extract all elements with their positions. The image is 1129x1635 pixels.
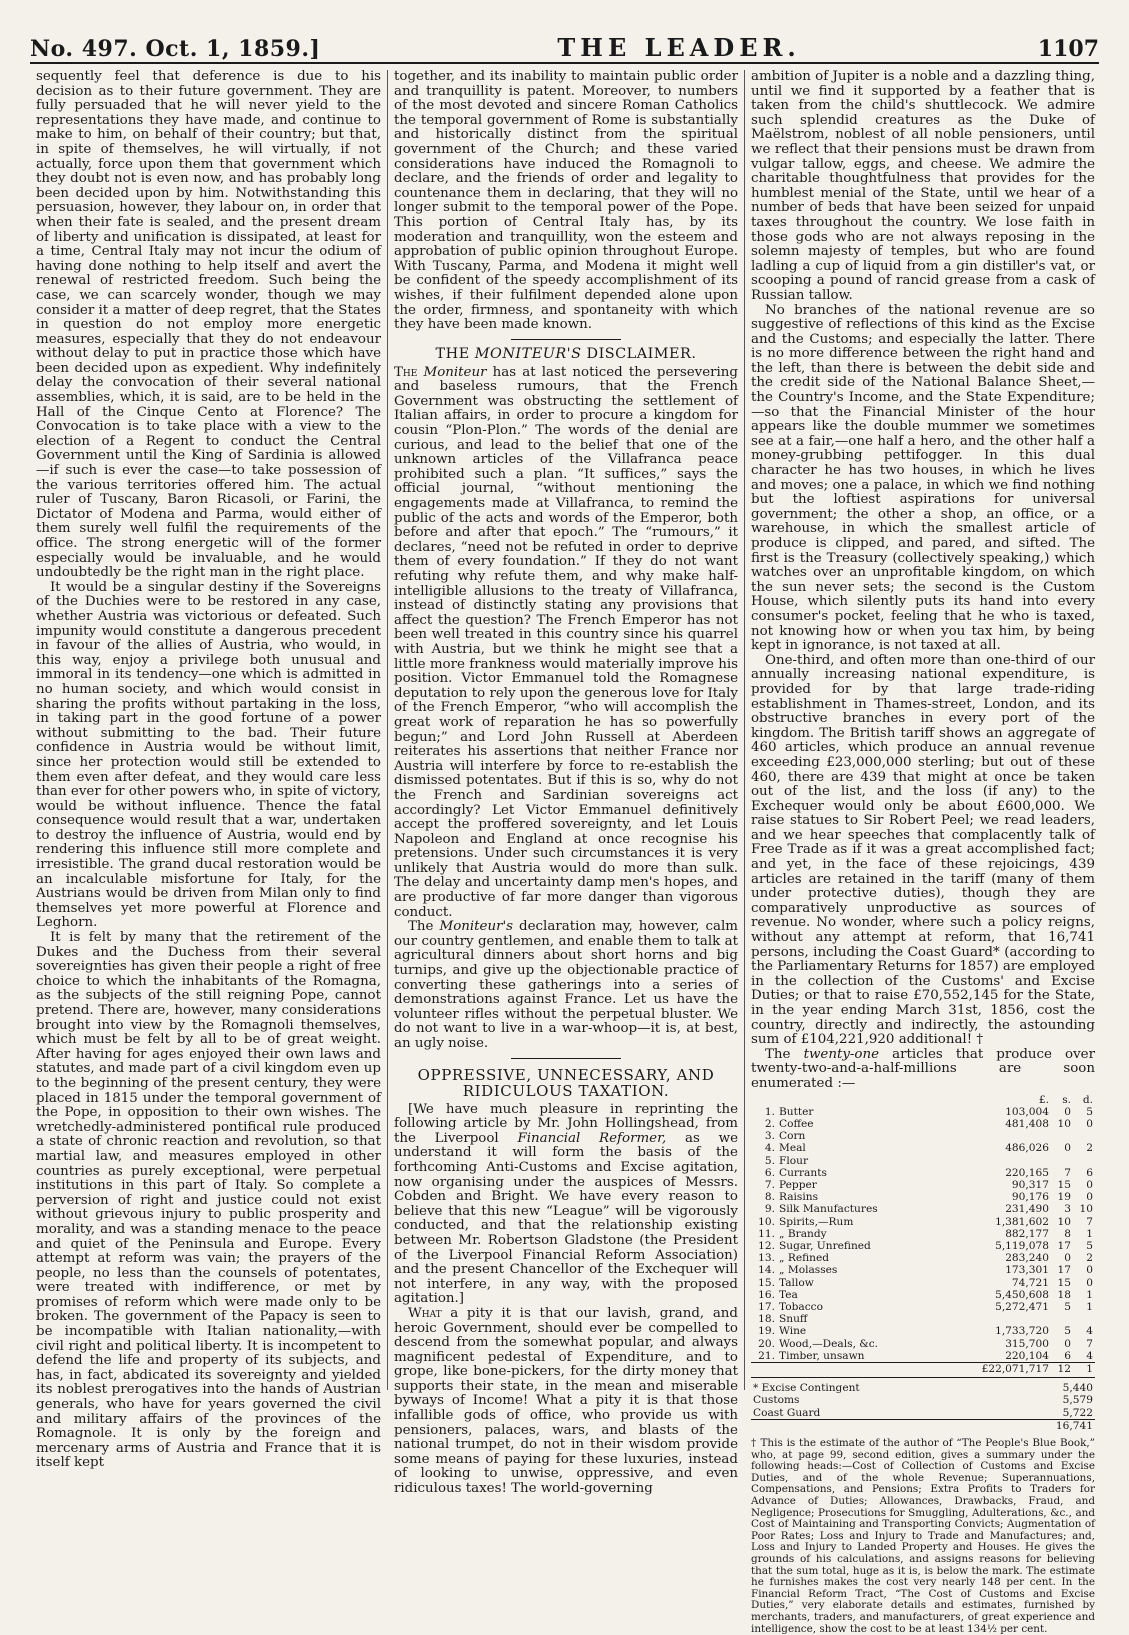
column-2 [387,69,744,1497]
guard-total-row [751,1419,1095,1432]
tariff-item-pence: 1 [1086,1227,1093,1240]
tariff-item-name: Wine [779,1325,807,1338]
columns [30,69,1099,1635]
tariff-item-number: 11. [758,1227,775,1240]
issue-date-text: Oct. 1, 1859.] [145,36,321,62]
guard-amount: 5,722 [1062,1406,1093,1419]
tariff-item-pounds: 74,721 [1011,1276,1049,1289]
tariff-item-pounds: 882,177 [1005,1227,1049,1240]
tariff-item-pounds: 5,272,471 [995,1301,1049,1314]
paragraph: together, and its inability to maintain public order and tranquillity is patent. Moreover, to numbers of the most devoted and sincere Roman Catholics the temporal government of Rome is substantially and historically distinct from the spiritual government of the Church; and these varied considerations have induced the Romagnoli to declare, and the friends of order and legality to countenance them in declaring, that they will no longer submit to the temporal power of the Pope. This portion of Central Italy has, by its moderation and tranquillity, won the esteem and approbation of public opinion throughout Europe. With Tuscany, Parma, and Modena it might well be confident of the speedy accomplishment of its wishes, if their fulfilment depended alone upon the order, firmness, and spontaneity with which they have been made known. [394,69,738,333]
tariff-item-shillings: 10 [1057,1215,1071,1228]
tariff-item-shillings: 5 [1064,1301,1071,1314]
tariff-header-row [751,1094,1095,1106]
tariff-item-name: Silk Manufactures [779,1203,878,1216]
paragraph: The twenty-one articles that produce over twenty-two-and-a-half-millions are soon enumerated :— [751,1046,1095,1091]
paragraph: ambition of Jupiter is a noble and a dazzling thing, until we find it supported by a feather that is taken from the child's shuttlecock. We admire such splendid creatures as the Duke of Maëlstrom, noblest of all noble pensioners, until we reflect that their pensions must be drawn from vulgar tallow, eggs, and cheese. We admire the charitable thoughtfulness that provides for the humblest menial of the State, until we hear of a number of beds that have been seized for unpaid taxes throughout the country. We lose faith in those gods who are not always reposing in the solemn majesty of temples, but who are found ladling a cup of liquid from a gin distiller's vat, or scooping a pound of rancid grease from a cask of Russian tallow. [751,69,1095,303]
tariff-item-pounds: 173,301 [1005,1264,1049,1277]
tariff-row [751,1264,1095,1276]
paragraph: The Moniteur's declaration may, however, calm our country gentlemen, and enable them to talk at agricultural dinners about short horns and big turnips, and give up the objectionable practice of converting these gatherings into a series of demonstrations against France. Let us have the volunteer rifles without the perpetual bluster. We do not want to live in a war-whoop—it is, at best, an ugly noise. [394,919,738,1051]
tariff-item-pounds [977,1313,1051,1325]
tariff-item-shillings: 5 [1064,1325,1071,1338]
tariff-row [751,1289,1095,1301]
tariff-item-number: 9. [764,1203,775,1216]
tariff-item-shillings: 10 [1057,1117,1071,1130]
issue-date [30,36,320,62]
tariff-item-pence: 0 [1086,1178,1093,1191]
divider [751,1377,1095,1378]
tariff-item-pence: 7 [1086,1337,1093,1350]
paragraph: It is felt by many that the retirement of the Dukes and the Duchess from their several sovereignties has given their people a right of free choice to which the inhabitants of the Romagna, as the subjects of the still reigning Pope, cannot pretend. There are, however, many considerations brought into view by the Romagnoli themselves, which must be felt by all to be of great weight. After having for ages enjoyed their own laws and statutes, and made part of a civil kingdom even up to the beginning of the present century, they were placed in 1815 under the temporal government of the Pope, in opposition to their own wishes. The wretchedly-administered pontifical rule produced a state of chronic reaction and revolution, so that martial law, and measures employed in other countries as purely exceptional, were perpetual institutions in this part of Italy. So complete a perversion of right and justice could not exist without grievous injury to public prosperity and morality, and was a standing menace to the peace and quiet of the Peninsula and Europe. Every attempt at reform was vain; the prayers of the people, no less than the counsels of potentates, were treated with indifference, or met by promises of reform which were made only to be broken. The government of the Papacy is seen to be incompatible with Italian nationality,—with civil right and political liberty. It is incompetent to defend the life and property of its subjects, and has, in fact, abdicated its sovereignty and yielded its noblest prerogatives into the hands of Austrian generals, who have for years governed the civil and military affairs of the provinces of the Romagnole. It is only by the foreign and mercenary arms of Austria and France that it is itself kept [36,930,381,1471]
tariff-item-pounds: 1,381,602 [995,1215,1049,1228]
tariff-item-number: 5. [764,1154,775,1167]
tariff-item-pence: 0 [1086,1264,1093,1277]
tariff-item-pence: 0 [1086,1191,1093,1204]
paragraph: The Moniteur has at last noticed the persevering and baseless rumours, that the French Government was obstructing the settlement of Italian affairs, in order to procure a kingdom for cousin “Plon-Plon.” The words of the denial are curious, and lead to the belief that one of the unknown articles of the Villafranca peace prohibited such a plan. “It suffices,” says the official journal, “without mentioning the engagements made at Villafranca, to remind the public of the acts and words of the Emperor, both before and after that epoch.” The “rumours,” it declares, “need not be refuted in order to deprive them of every foundation.” If they do not want refuting why refute them, and why make half-intelligible allusions to the treaty of Villafranca, instead of distinctly stating any provisions that affect the question? The French Emperor has not been well treated in this country since his quarrel with Austria, but we think he might see that a little more frankness would materially improve his position. Victor Emmanuel told the Romagnese deputation to rely upon the generous love for Italy of the French Emperor, “who will accomplish the great work of reparation he has so powerfully begun;” and Lord John Russell at Aberdeen reiterates his assertions that neither France nor Austria will interfere by force to re-establish the dismissed potentates. But if this is so, why do not the French and Sardinian sovereigns act accordingly? Let Victor Emmanuel definitively accept the proffered sovereignty, and let Louis Napoleon and England at once recognise his pretensions. Under such circumstances it is very unlikely that Austria would do more than sulk. The delay and uncertainty damp men's hopes, and are productive of far more danger than vigorous conduct. [394,364,738,920]
tariff-item-name: Spirits,—Rum [779,1215,854,1228]
tariff-row [751,1313,1095,1325]
article-heading-moniteur: THE MONITEUR'S DISCLAIMER. [435,345,697,362]
tariff-item-number: 3. [764,1130,775,1143]
tariff-item-number: 6. [764,1166,775,1179]
masthead [30,30,1099,64]
tariff-item-number: 13. [758,1252,775,1265]
tariff-item-shillings: 0 [1064,1105,1071,1118]
tariff-item-name: Sugar, Unrefined [779,1240,871,1252]
tariff-item-shillings: 15 [1057,1276,1071,1289]
tariff-item-pounds: 283,240 [1005,1252,1049,1265]
tariff-item-name: Meal [779,1142,806,1155]
guard-total: 16,741 [1031,1419,1095,1432]
tariff-total-pounds: £22,071,717 [977,1363,1051,1376]
tariff-item-shillings: 0 [1064,1252,1071,1265]
tariff-row [751,1240,1095,1252]
divider [511,339,621,340]
tariff-item-shillings: 19 [1057,1191,1071,1204]
tariff-row [751,1277,1095,1289]
coast-guard-table [751,1382,1095,1432]
guard-item: Customs [753,1394,800,1407]
tariff-item-number: 17. [758,1301,775,1314]
tariff-item-pounds: 220,165 [1005,1166,1049,1179]
tariff-item-shillings: 0 [1064,1142,1071,1155]
tariff-row [751,1338,1095,1350]
tariff-item-pence: 5 [1086,1240,1093,1252]
tariff-item-pence: 0 [1086,1117,1093,1130]
tariff-item-name: Corn [779,1130,806,1143]
tariff-item-number: 14. [758,1264,775,1277]
tariff-item-shillings: 18 [1057,1288,1071,1301]
column-3 [744,69,1101,1635]
tariff-table [751,1094,1095,1376]
tariff-item-number: 1. [764,1105,775,1118]
tariff-item-pence: 6 [1086,1166,1093,1179]
tariff-item-pounds [977,1130,1051,1142]
tariff-item-shillings: 0 [1064,1337,1071,1350]
tariff-item-shillings: 6 [1064,1349,1071,1362]
tariff-item-shillings [1051,1130,1073,1142]
tariff-item-pounds: 231,490 [1005,1203,1049,1216]
tariff-item-pence: 10 [1079,1203,1093,1216]
tariff-item-shillings: 15 [1057,1178,1071,1191]
tariff-item-name: Snuff [779,1313,808,1326]
tariff-item-number: 18. [758,1313,775,1326]
tariff-item-pence: 1 [1086,1288,1093,1301]
tariff-row [751,1118,1095,1130]
tariff-item-name: Coffee [779,1117,814,1130]
tariff-item-pounds: 5,119,078 [995,1240,1049,1252]
tariff-item-number: 12. [758,1240,775,1252]
tariff-item-name: „ Brandy [779,1227,827,1240]
tariff-item-pounds: 90,317 [1011,1178,1049,1191]
tariff-item-pence [1073,1313,1095,1325]
tariff-item-shillings [1051,1313,1073,1325]
tariff-row [751,1203,1095,1215]
footnote: † This is the estimate of the author of “The People's Blue Book,” who, at page 99, second edition, gives a summary under the following heads:—Cost of Collection of Customs and Excise Duties, and of the whole Revenue; Superannuations, Compensations, and Pensions; Extra Profits to Traders for Advance of Duties; Allowances, Drawbacks, Fraud, and Negligence; Prosecutions for Smuggling, Adulterations, &c., and Cost of Maintaining and Transporting Convicts; Augmentation of Poor Rates; Loss and Injury to Trade and Manufactures; and, Loss and Injury to Landed Property and Houses. He gives the grounds of his calculations, and assigns reasons for believing that the sum total, huge as it is, is below the mark. The estimate he furnishes makes the cost very nearly 148 per cent. In the Financial Reform Tract, “The Cost of Customs and Excise Duties,” very elaborate details and estimates, furnished by merchants, traders, and manufacturers, of great experience and intelligence, show the cost to be at least 134½ per cent. [751,1437,1095,1635]
column-1 [30,69,387,1471]
tariff-row [751,1106,1095,1118]
tariff-item-pence: 2 [1086,1252,1093,1265]
tariff-row [751,1350,1095,1363]
guard-amount: 5,579 [1062,1394,1093,1407]
paragraph: No branches of the national revenue are so suggestive of reflections of this kind as the Excise and the Customs; and especially the latter. There is no more difference between the right hand and the left, than there is between the debit side and the credit side of the National Balance Sheet,—the Country's Income, and the State Expenditure;—so that the Financial Minister of the hour appears like the double mummer we sometimes see at a fair,—one half a hero, and the other half a money-grubbing pettifogger. In this dual character he has two houses, in which he lives and moves; one a palace, in which we find nothing but the loftiest aspirations for universal government; the other a shop, an office, or a warehouse, in which the smallest article of produce is clipped, and pared, and sifted. The first is the Treasury (collectively speaking,) which watches over an unprofitable kingdom, on which the sun never sets; the second is the Custom House, which silently puts its hand into every consumer's pocket, feeling that he who is taxed, not knowing how or when you tax him, by being kept in ignorance, is not taxed at all. [751,302,1095,654]
tariff-item-pence: 0 [1086,1276,1093,1289]
paragraph: It would be a singular destiny if the Sovereigns of the Duchies were to be restored in any case, whether Austria was victorious or defeated. Such impunity would constitute a dangerous precedent in favour of the allies of Austria, who would, in this way, enjoy a privilege both unusual and immoral in its tendency—one which is admitted in no human society, and which would consist in sharing the profits without partaking in the loss, in taking part in the good fortune of a power without submitting to the bad. Their future confidence in Austria would be without limit, since her protection would still be extended to them even after defeat, and they would care less than ever for other powers who, in spite of victory, would be without influence. Thence the fatal consequence would result that a war, undertaken to destroy the influence of Austria, would end by rendering this influence still more complete and irresistible. The grand ducal restoration would be an incalculable misfortune for Italy, for the Austrians would be driven from Milan only to find themselves yet more powerful at Florence and Leghorn. [36,579,381,931]
tariff-item-name: „ Refined [779,1252,830,1265]
tariff-item-number: 20. [758,1337,775,1350]
tariff-item-shillings: 8 [1064,1227,1071,1240]
tariff-item-name: Tallow [779,1276,814,1289]
tariff-item-pence [1073,1155,1095,1167]
tariff-row [751,1155,1095,1167]
tariff-item-name: „ Molasses [779,1264,838,1277]
tariff-item-shillings: 3 [1064,1203,1071,1216]
paragraph: sequently feel that deference is due to his decision as to their future government. They are fully persuaded that he will never yield to the representations they have made, and continue to make to him, on behalf of their country; but that, in spite of themselves, he will virtually, if not actually, force upon them that government which they doubt not is even now, and has probably long been decided upon by him. Notwithstanding this persuasion, however, they labour on, in order that when their fate is sealed, and the present dream of liberty and unification is dissipated, at least for a time, Central Italy may not incur the odium of having done nothing to help itself and avert the renewal of restricted freedom. Such being the case, we can scarcely wonder, though we may consider it a matter of deep regret, that the States in question do not employ more energetic measures, especially that they do not endeavour without delay to put in practice those which have been decided upon as expedient. Why indefinitely delay the convocation of their several national assemblies, which, it is said, are to be held in the Hall of the Cinque Cento at Florence? The Convocation is to take place with a view to the election of a Regent to conduct the Central Government until the King of Sardinia is allowed—if such is ever the case—to take possession of the various territories offered him. The actual ruler of Tuscany, Baron Ricasoli, or Farini, the Dictator of Modena and Parma, would either of them surely well fulfil the requirements of the office. The strong energetic will of the former especially would be invaluable, and he would undoubtedly be the right man in the right place. [36,69,381,581]
tariff-item-pence: 7 [1086,1215,1093,1228]
tariff-item-name: Wood,—Deals, &c. [779,1337,879,1350]
tariff-total-row [751,1363,1095,1376]
guard-item: * Excise Contingent [753,1382,860,1395]
tariff-item-name: Timber, unsawn [779,1349,865,1362]
newspaper-title: THE LEADER. [557,33,801,62]
tariff-item-pence: 2 [1086,1142,1093,1155]
issue-number: No. 497. [30,36,138,62]
tariff-item-number: 10. [758,1215,775,1228]
tariff-item-number: 7. [764,1178,775,1191]
tariff-item-number: 15. [758,1276,775,1289]
tariff-item-pence [1073,1130,1095,1142]
tariff-row [751,1191,1095,1203]
tariff-row [751,1167,1095,1179]
tariff-total-pence: 1 [1073,1363,1095,1376]
tariff-item-pence: 4 [1086,1349,1093,1362]
editorial-note: [We have much pleasure in reprinting the following article by Mr. John Hollingshead, from the Liverpool Financial Reformer, as we understand it will form the basis of the forthcoming Anti-Customs and Excise agitation, now organising under the auspices of Messrs. Cobden and Bright. We have every reason to believe that this new “League” will be vigorously conducted, and that the relationship existing between Mr. Robertson Gladstone (the President of the Liverpool Financial Reform Association) and the present Chancellor of the Exchequer will not interfere, in any way, with the proposed agitation.] [394,1101,738,1307]
tariff-item-pence: 1 [1086,1301,1093,1314]
tariff-row [751,1216,1095,1228]
col-pence: d. [1082,1093,1093,1106]
tariff-item-number: 16. [758,1288,775,1301]
col-pounds: £. [1038,1093,1049,1106]
tariff-item-name: Tobacco [779,1301,823,1314]
tariff-item-name: Tea [779,1288,798,1301]
tariff-body [751,1106,1095,1363]
tariff-item-shillings: 17 [1057,1264,1071,1277]
tariff-item-name: Currants [779,1166,827,1179]
page-number: 1107 [1037,36,1099,62]
tariff-item-number: 4. [764,1142,775,1155]
tariff-item-shillings: 17 [1057,1240,1071,1252]
tariff-item-pence: 5 [1086,1105,1093,1118]
tariff-item-name: Flour [779,1154,809,1167]
tariff-item-name: Butter [779,1105,814,1118]
guard-item: Coast Guard [753,1406,821,1419]
tariff-row [751,1179,1095,1191]
guard-amount: 5,440 [1062,1382,1093,1395]
tariff-item-number: 2. [764,1117,775,1130]
guard-row [751,1382,1095,1394]
col-shillings: s. [1062,1093,1071,1106]
tariff-item-number: 19. [758,1325,775,1338]
tariff-item-pounds: 481,408 [1005,1117,1049,1130]
article-heading-taxation: OPPRESSIVE, UNNECESSARY, AND RIDICULOUS TAXATION. [417,1065,715,1100]
guard-row [751,1407,1095,1420]
tariff-item-pence: 4 [1086,1325,1093,1338]
guard-row [751,1394,1095,1406]
tariff-item-pounds: 220,104 [1005,1349,1049,1362]
tariff-item-number: 21. [758,1349,775,1362]
tariff-item-shillings: 7 [1064,1166,1071,1179]
tariff-item-pounds: 5,450,608 [995,1288,1049,1301]
guard-body [751,1382,1095,1419]
tariff-item-name: Raisins [779,1191,819,1204]
divider [511,1058,621,1059]
tariff-item-pounds: 486,026 [1005,1142,1049,1155]
tariff-row [751,1142,1095,1154]
tariff-row [751,1130,1095,1142]
tariff-row [751,1325,1095,1337]
tariff-item-number: 8. [764,1191,775,1204]
tariff-item-pounds: 1,733,720 [995,1325,1049,1338]
tariff-row [751,1301,1095,1313]
paragraph: What a pity it is that our lavish, grand, and heroic Government, should ever be compelled to descend from the somewhat popular, and always magnificent pedestal of Expenditure, and to grope, like bone-pickers, for the dirty money that supports their state, in the mean and miserable byways of Income! What a pity it is that those infallible gods of office, who provide us with pensioners, palaces, wars, and blasts of the national trumpet, do not in their wisdom provide some means of paying for these luxuries, instead of looking to unwise, oppressive, and even ridiculous taxes! The world-governing [394,1305,738,1497]
tariff-item-pounds [977,1155,1051,1167]
tariff-item-pounds: 90,176 [1011,1191,1049,1204]
tariff-row [751,1252,1095,1264]
tariff-item-pounds: 103,004 [1005,1105,1049,1118]
tariff-item-pounds: 315,700 [1005,1337,1049,1350]
tariff-item-shillings [1051,1155,1073,1167]
paragraph: One-third, and often more than one-third of our annually increasing national expenditure, is provided for by that large trade-riding establishment in Thames-street, London, and its obstructive branches in every port of the kingdom. The British tariff shows an aggregate of 460 articles, which produce an annual revenue exceeding £23,000,000 sterling; but out of these 460, there are 439 that might at once be taken out of the list, and the loss (if any) to the Exchequer would only be about £600,000. We raise statues to Sir Robert Peel; we read leaders, and we hear speeches that complacently talk of Free Trade as if it was a great accomplished fact; and yet, in the face of these rejoicings, 439 articles are retained in the tariff (many of them under protective duties), though they are comparatively unproductive as sources of revenue. No wonder, where such a policy reigns, without any attempt at reform, that 16,741 persons, including the Coast Guard* (according to the Parliamentary Returns for 1857) are employed in the collection of the Customs' and Excise Duties; or that to raise £70,552,145 for the State, in the year ending March 31st, 1856, cost the country, directly and indirectly, the astounding sum of £104,221,920 additional! † [751,652,1095,1048]
tariff-row [751,1228,1095,1240]
tariff-total-shillings: 12 [1051,1363,1073,1376]
tariff-item-name: Pepper [779,1178,817,1191]
